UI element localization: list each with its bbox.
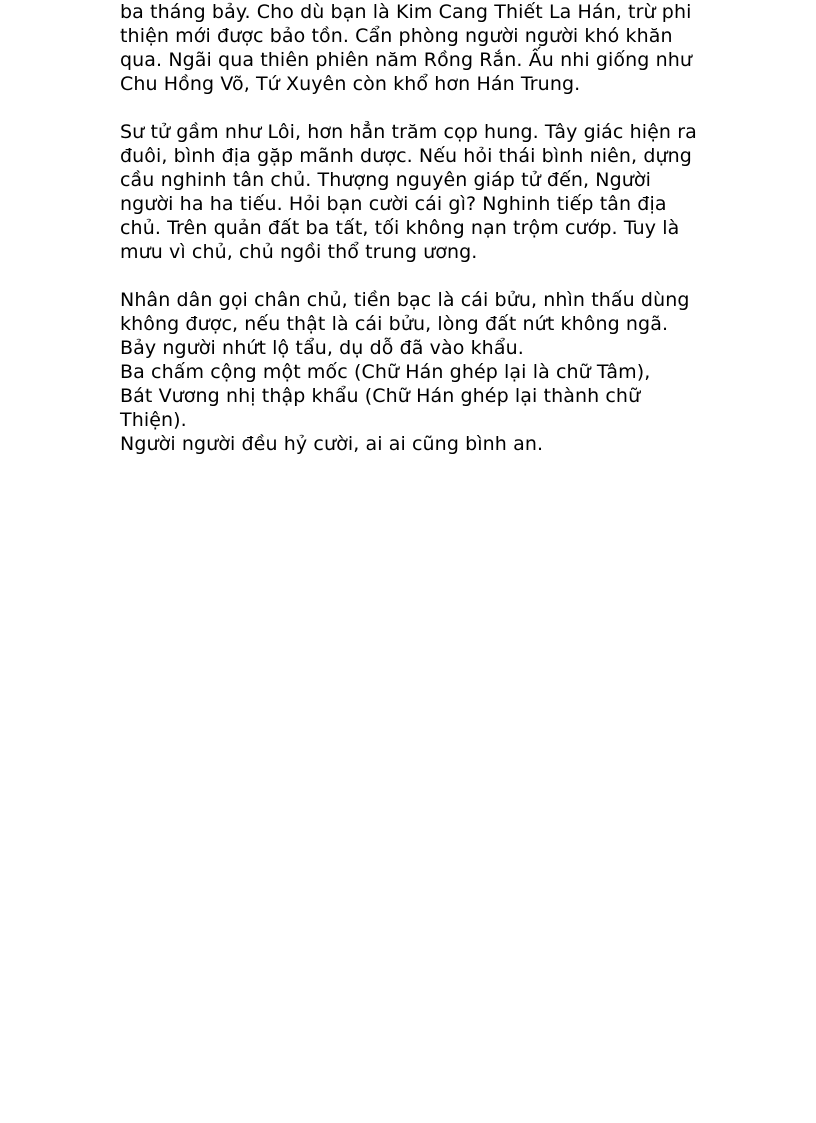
paragraph-3 [120,288,720,456]
text-line: Ba chấm cộng một mốc (Chữ Hán ghép lại là chữ Tâm), [120,361,651,383]
document-body [120,0,720,480]
text-line: mưu vì chủ, chủ ngồi thổ trung ương. [120,241,478,263]
text-line: Thiện). [120,409,187,431]
text-line: Chu Hồng Võ, Tứ Xuyên còn khổ hơn Hán Trung. [120,73,581,95]
text-line: đuôi, bình địa gặp mãnh dược. Nếu hỏi thái bình niên, dựng [120,145,692,167]
text-line: qua. Ngãi qua thiên phiên năm Rồng Rắn. Ấu nhi giống như [120,49,693,71]
text-line: Người người đều hỷ cười, ai ai cũng bình an. [120,433,544,455]
text-line: Bát Vương nhị thập khẩu (Chữ Hán ghép lại thành chữ [120,385,641,407]
text-line: Sư tử gầm như Lôi, hơn hẳn trăm cọp hung. Tây giác hiện ra [120,121,697,143]
text-line: Nhân dân gọi chân chủ, tiền bạc là cái bửu, nhìn thấu dùng [120,289,690,311]
paragraph-2 [120,120,720,264]
text-line: cầu nghinh tân chủ. Thượng nguyên giáp tử đến, Người [120,169,652,191]
text-line: không được, nếu thật là cái bửu, lòng đất nứt không ngã. [120,313,669,335]
text-line: ba tháng bảy. Cho dù bạn là Kim Cang Thiết La Hán, trừ phi [120,1,692,23]
text-line: thiện mới được bảo tồn. Cẩn phòng người người khó khăn [120,25,673,47]
text-line: người ha ha tiếu. Hỏi bạn cười cái gì? Nghinh tiếp tân địa [120,193,667,215]
text-line: chủ. Trên quản đất ba tất, tối không nạn trộm cướp. Tuy là [120,217,680,239]
paragraph-1 [120,0,720,96]
text-line: Bảy người nhứt lộ tẩu, dụ dỗ đã vào khẩu. [120,337,524,359]
